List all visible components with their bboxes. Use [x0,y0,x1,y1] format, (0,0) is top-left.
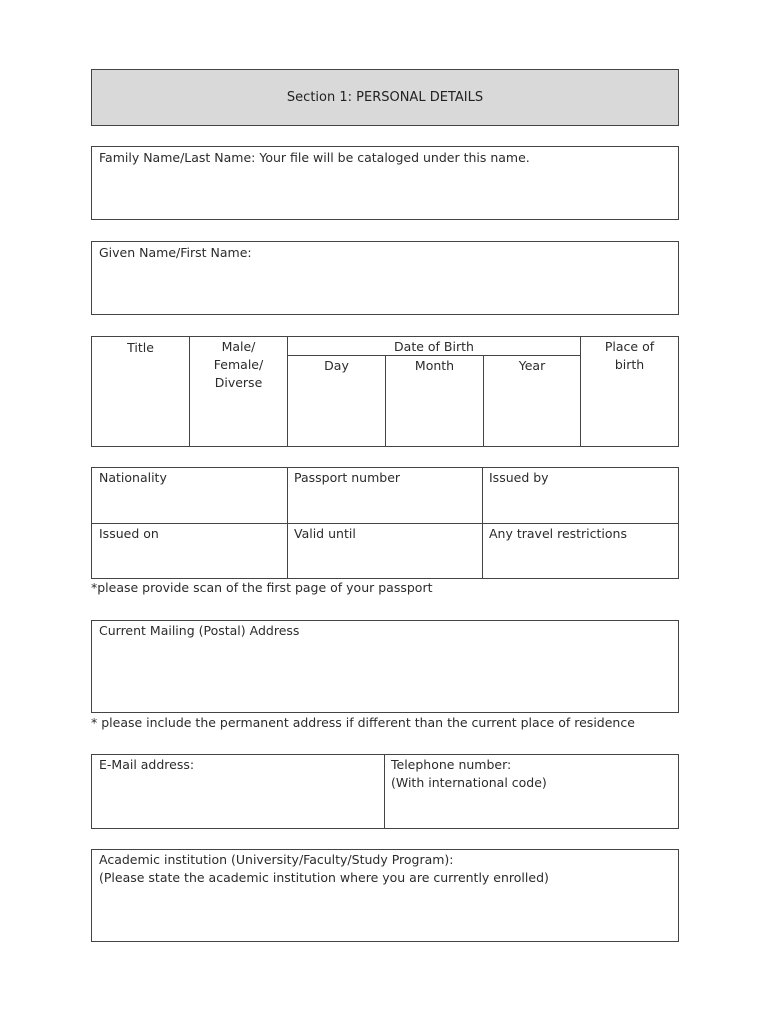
issued-on-label: Issued on [99,526,159,541]
email-cell[interactable] [91,754,385,829]
section-header [91,69,679,126]
month-cell[interactable] [385,355,484,447]
email-label: E-Mail address: [99,757,195,772]
travel-restrictions-cell[interactable] [482,523,679,579]
issued-on-cell[interactable] [91,523,288,579]
valid-until-cell[interactable] [287,523,483,579]
address-note: * please include the permanent address if different than the current place of residence [91,715,635,730]
gender-header: Male/ Female/ Diverse [213,339,264,390]
issued-by-cell[interactable] [482,467,679,524]
day-cell[interactable] [287,355,386,447]
title-cell[interactable] [91,336,190,447]
family-name-label: Family Name/Last Name: Your file will be cataloged under this name. [99,150,530,165]
place-of-birth-header: Place of birth [604,339,655,372]
section-title: Section 1: PERSONAL DETAILS [286,90,484,105]
month-header: Month [414,358,455,373]
gender-cell[interactable] [189,336,288,447]
dob-header-cell [287,336,581,356]
title-header: Title [127,340,154,355]
academic-institution-field[interactable] [91,849,679,942]
telephone-cell[interactable] [384,754,679,829]
mailing-address-field[interactable] [91,620,679,713]
year-header: Year [518,358,546,373]
nationality-label: Nationality [99,470,167,485]
place-of-birth-cell[interactable] [580,336,679,447]
passport-number-label: Passport number [294,470,401,485]
passport-number-cell[interactable] [287,467,483,524]
family-name-field[interactable] [91,146,679,220]
nationality-cell[interactable] [91,467,288,524]
dob-header: Date of Birth [394,339,474,354]
travel-restrictions-label: Any travel restrictions [489,526,627,541]
day-header: Day [324,358,349,373]
issued-by-label: Issued by [489,470,549,485]
academic-institution-label: Academic institution (University/Faculty/Study Program): (Please state the academic institution where you are currently enrolled) [99,852,549,885]
passport-note: *please provide scan of the first page of your passport [91,580,433,595]
year-cell[interactable] [483,355,581,447]
passport-table [91,467,679,579]
birth-table [91,336,679,447]
contact-table [91,754,679,829]
given-name-field[interactable] [91,241,679,315]
mailing-address-label: Current Mailing (Postal) Address [99,623,300,638]
given-name-label: Given Name/First Name: [99,245,252,260]
valid-until-label: Valid until [294,526,356,541]
telephone-label: Telephone number: (With international code) [391,757,547,790]
